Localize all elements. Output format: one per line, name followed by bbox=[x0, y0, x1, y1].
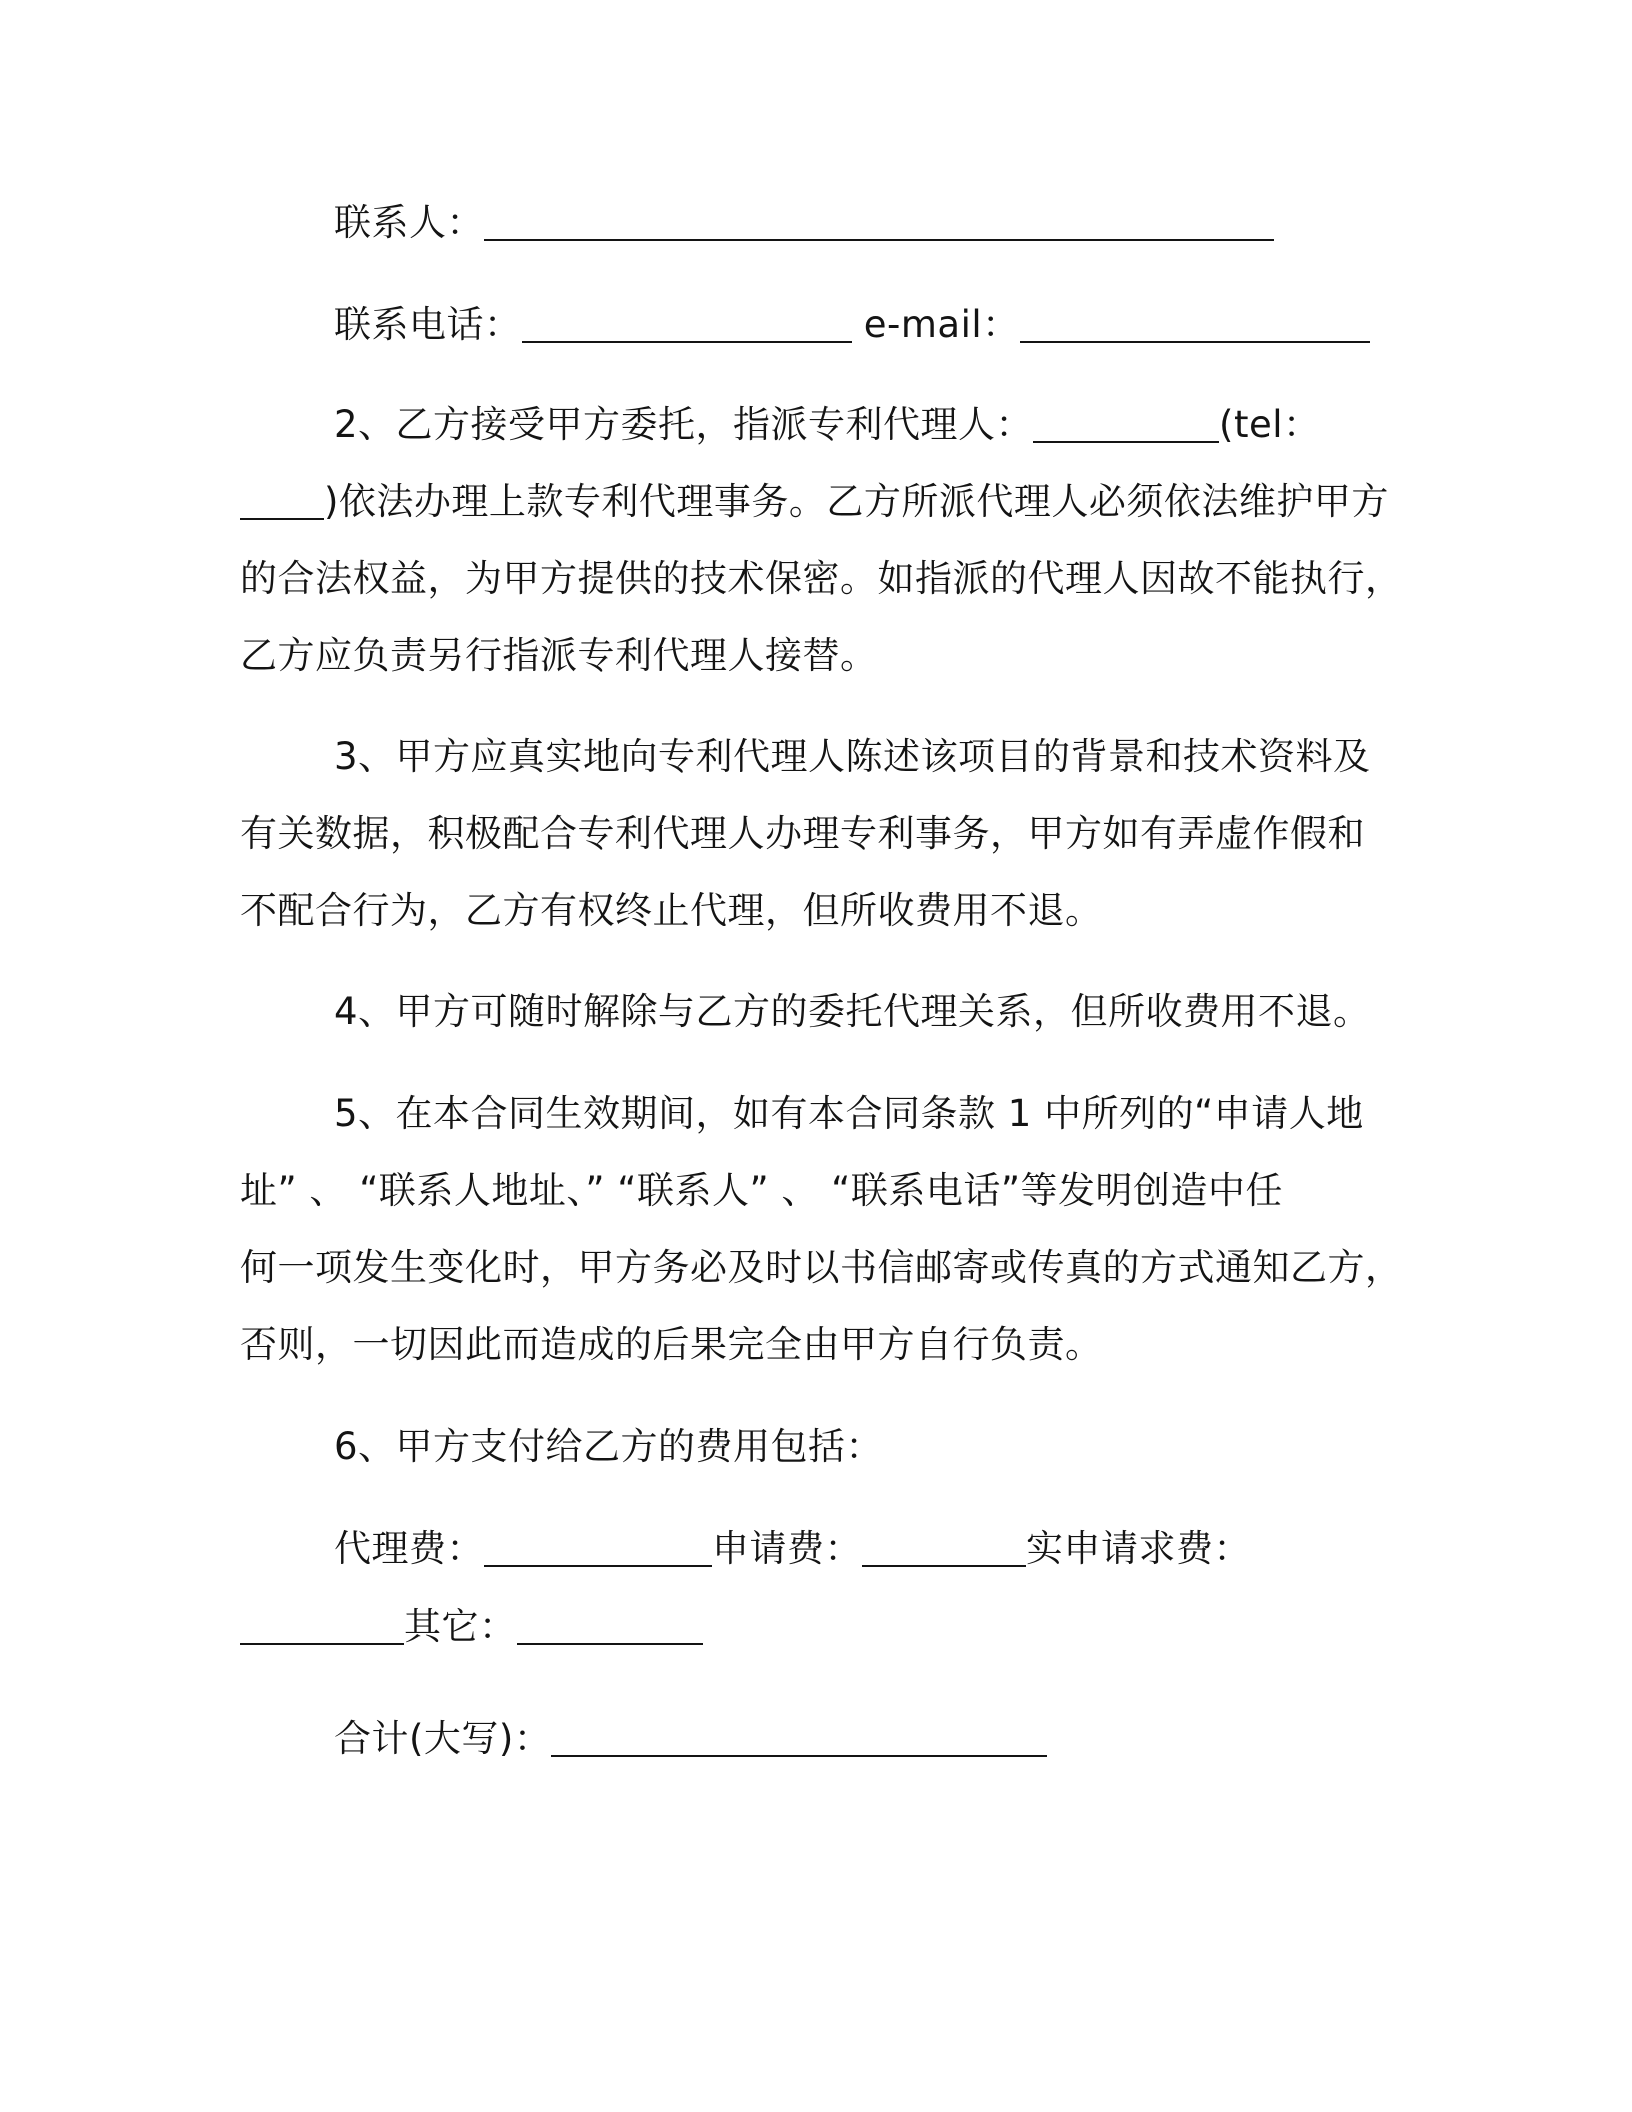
clause2-line4 bbox=[240, 629, 1380, 683]
other-fee-label: 其它： bbox=[404, 1605, 517, 1648]
clause3-text3: 不配合行为，乙方有权终止代理，但所收费用不退。 bbox=[240, 889, 1103, 932]
clause6-line1 bbox=[334, 1420, 1474, 1474]
clause5-line2 bbox=[240, 1164, 1380, 1218]
contact-person-line bbox=[334, 196, 1474, 250]
clause2-text1: 2、乙方接受甲方委托，指派专利代理人： bbox=[334, 403, 1034, 446]
application-fee-label: 申请费： bbox=[712, 1527, 862, 1570]
clause5-line4 bbox=[240, 1318, 1380, 1372]
total-line bbox=[334, 1712, 1474, 1766]
clause3-text2: 有关数据，积极配合专利代理人办理专利事务，甲方如有弄虚作假和 bbox=[240, 812, 1365, 855]
application-fee-blank[interactable] bbox=[862, 1529, 1026, 1567]
contact-phone-line bbox=[334, 298, 1474, 352]
contact-email-label: e-mail： bbox=[863, 303, 1020, 346]
clause5-text1: 5、在本合同生效期间，如有本合同条款 1 中所列的“申请人地 bbox=[334, 1092, 1364, 1135]
clause2-text2: )依法办理上款专利代理事务。乙方所派代理人必须依法维护甲方 bbox=[324, 480, 1389, 523]
clause4-line1 bbox=[334, 985, 1474, 1039]
clause2-text4: 乙方应负责另行指派专利代理人接替。 bbox=[240, 634, 878, 677]
agency-fee-label: 代理费： bbox=[334, 1527, 484, 1570]
agency-fee-blank[interactable] bbox=[484, 1529, 712, 1567]
clause3-text1: 3、甲方应真实地向专利代理人陈述该项目的背景和技术资料及 bbox=[334, 735, 1371, 778]
clause3-line1 bbox=[334, 730, 1474, 784]
clause5-text3: 何一项发生变化时，甲方务必及时以书信邮寄或传真的方式通知乙方， bbox=[240, 1246, 1403, 1289]
exam-fee-blank[interactable] bbox=[240, 1607, 404, 1645]
contact-email-blank[interactable] bbox=[1020, 305, 1370, 343]
clause4-text1: 4、甲方可随时解除与乙方的委托代理关系，但所收费用不退。 bbox=[334, 990, 1371, 1033]
clause2-line1 bbox=[334, 398, 1474, 452]
fees-line bbox=[334, 1522, 1474, 1576]
clause3-line3 bbox=[240, 884, 1380, 938]
clause3-line2 bbox=[240, 807, 1380, 861]
clause5-line1 bbox=[334, 1087, 1474, 1141]
clause6-text1: 6、甲方支付给乙方的费用包括： bbox=[334, 1425, 884, 1468]
clause2-line2 bbox=[240, 475, 1389, 529]
contact-phone-label: 联系电话： bbox=[334, 303, 522, 346]
contact-person-label: 联系人： bbox=[334, 201, 484, 244]
fees-line2 bbox=[240, 1600, 1380, 1654]
clause2-line3 bbox=[240, 552, 1403, 606]
exam-fee-label: 实申请求费： bbox=[1026, 1527, 1251, 1570]
agent-name-blank[interactable] bbox=[1033, 405, 1219, 443]
clause5-line3 bbox=[240, 1241, 1403, 1295]
clause2-tel-label: (tel： bbox=[1219, 403, 1321, 446]
clause2-text3: 的合法权益，为甲方提供的技术保密。如指派的代理人因故不能执行， bbox=[240, 557, 1403, 600]
clause5-text2: 址” 、 “联系人地址、” “联系人” 、 “联系电话”等发明创造中任 bbox=[240, 1169, 1283, 1212]
contact-phone-blank[interactable] bbox=[522, 305, 852, 343]
contact-person-blank[interactable] bbox=[484, 203, 1274, 241]
total-label: 合计(大写)： bbox=[334, 1717, 552, 1760]
other-fee-blank[interactable] bbox=[517, 1607, 703, 1645]
clause5-text4: 否则，一切因此而造成的后果完全由甲方自行负责。 bbox=[240, 1323, 1103, 1366]
agent-tel-blank[interactable] bbox=[240, 482, 324, 520]
total-blank[interactable] bbox=[551, 1719, 1047, 1757]
